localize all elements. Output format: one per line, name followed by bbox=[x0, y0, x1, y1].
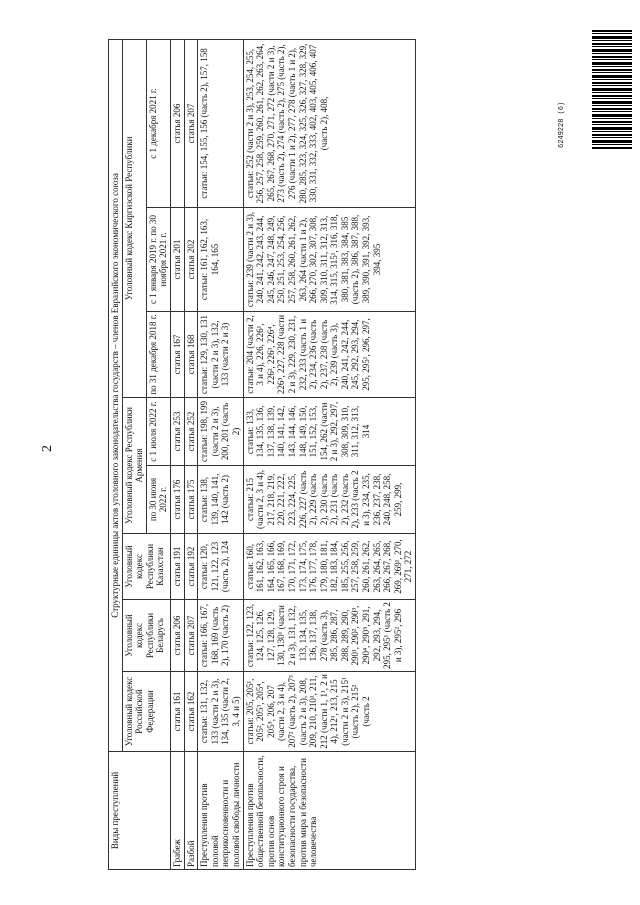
table-row bbox=[198, 39, 243, 869]
cell-by: статьи: 166, 167, 168, 169 (часть 2), 170 (часть 2) bbox=[198, 600, 243, 672]
cell-am-1: статьи: 138, 139, 140, 141, 142 (часть 2) bbox=[198, 466, 243, 534]
structural-units-header: Структурные единицы актов уголовного законодательства государств – членов Евразийского экономического союза bbox=[109, 39, 123, 751]
page-number: 2 bbox=[40, 445, 55, 452]
barcode bbox=[592, 30, 632, 150]
period-kg-2: с 1 января 2019 г. по 30 ноября 2021 г. bbox=[146, 208, 170, 312]
cell-kg-2: статьи: 161, 162, 163, 164, 165 bbox=[198, 208, 243, 312]
cell-am-2: статьи: 198, 199 (части 2 и 3), 200, 201 (часть 2) bbox=[198, 398, 243, 466]
cell-am-1: статья 175 bbox=[184, 466, 198, 534]
cell-kg-2: статьи: 239 (части 2 и 3), 240, 241, 242, 243, 244, 245, 246, 247, 248, 249, 250, 251, 253, 254, 256, 257, 258, 260, 261, 262, 263, 264 (части 1 и 2), 266, 270, 302, 307, 308, 309, 310, 311, 312, 313, 314, 315, 315¹, 316, 318, 380, 381, 383, 384, 385 (часть 2), 386, 387, 388, 389, 390, 391, 392, 393, 394, 395 bbox=[243, 208, 416, 312]
cell-kz: статья 191 bbox=[170, 534, 184, 600]
table-row bbox=[243, 39, 416, 869]
code-ru-header: Уголовный кодекс Российской Федерации bbox=[122, 672, 170, 752]
period-kg-3: с 1 декабря 2021 г. bbox=[146, 39, 170, 207]
crime-name: Разбой bbox=[184, 752, 198, 870]
rotated-table-container bbox=[108, 40, 618, 870]
crime-type-header: Виды преступлений bbox=[109, 752, 171, 870]
cell-kz: статьи: 120, 121, 122, 123 (часть 2), 124 bbox=[198, 534, 243, 600]
cell-ru: статья 161 bbox=[170, 672, 184, 752]
cell-kg-2: статья 202 bbox=[184, 208, 198, 312]
cell-kg-3: статьи: 252 (части 2 и 3), 253, 254, 255, 256, 257, 258, 259, 260, 261, 262, 263, 264, 265, 267, 268, 270, 271, 272 (части 2 и 3), 273 (часть 2), 274 (часть 2), 275 (часть 2), 276 (части 1 и 2), 277, 278 (часть 1 и 2), 280, 285, 323, 324, 325, 326, 327, 328, 329, 330, 331, 332, 333, 402, 403, 405, 406, 407 (часть 2), 408, bbox=[243, 39, 416, 207]
cell-am-2: статья 253 bbox=[170, 398, 184, 466]
cell-kg-3: статьи: 154, 155, 156 (часть 2), 157, 158 bbox=[198, 39, 243, 207]
cell-kg-2: статья 201 bbox=[170, 208, 184, 312]
cell-kg-1: статьи: 129, 130, 131 (части 2 и 3), 132, 133 (части 2 и 3) bbox=[198, 312, 243, 398]
cell-kz: статьи: 160, 161, 162, 163, 164, 165, 166, 167, 168, 169, 170, 171, 172, 173, 174, 175, 176, 177, 178, 179, 180, 181, 182, 183, 184, 185, 255, 256, 257, 258, 259, 260, 261, 262, 263, 264, 265, 266, 267, 268, 269, 269¹, 270, 271, 272 bbox=[243, 534, 416, 600]
cell-am-1: статья 176 bbox=[170, 466, 184, 534]
cell-kg-1: статья 167 bbox=[170, 312, 184, 398]
period-am-2: с 1 июля 2022 г. bbox=[146, 398, 170, 466]
code-kz-header: Уголовный кодекс Республики Казахстан bbox=[122, 534, 170, 600]
cell-kg-1: статья 168 bbox=[184, 312, 198, 398]
cell-kg-3: статья 207 bbox=[184, 39, 198, 207]
cell-am-2: статьи: 133, 134, 135, 136, 137, 138, 139, 140, 141, 142, 143, 144, 146, 148, 149, 150, 151, 152, 153, 154, 262 (части 2 и 3), 292, 297, 308, 309, 310, 311, 312, 313, 314 bbox=[243, 398, 416, 466]
cell-by: статьи: 122, 123, 124, 125, 126, 127, 128, 129, 130, 130¹ (части 2 и 3), 131, 132, 133, 134, 135, 136, 137, 138, 278 (часть 3), 285, 286, 287, 288, 289, 290, 290¹, 290², 290³, 290⁴, 290⁵, 291, 292, 293, 294, 295, 295¹ (часть 2 и 3), 295², 296 bbox=[243, 600, 416, 672]
cell-ru: статьи: 205, 205¹, 205², 205³, 205⁴, 205⁵, 206, 207 (части 2, 3 и 4), 207² (часть 2), 207³ (часть 2 и 3), 208, 209, 210, 210¹, 211, 212 (части 1, 1¹, 2 и 4), 212¹, 213, 215 (части 2 и 3), 215¹ (часть 2), 215² (часть 2 bbox=[243, 672, 416, 752]
code-am-header: Уголовный кодекс Республики Армения bbox=[122, 398, 146, 534]
crime-name: Преступления против общественной безопасности, против основ конституционного строя и безопасности государства, против мира и безопасности человечества bbox=[243, 752, 416, 870]
table-row bbox=[184, 39, 198, 869]
cell-am-2: статья 252 bbox=[184, 398, 198, 466]
period-kg-1: по 31 декабря 2018 г. bbox=[146, 312, 170, 398]
period-am-1: по 30 июня 2022 г. bbox=[146, 466, 170, 534]
cell-kz: статья 192 bbox=[184, 534, 198, 600]
cell-kg-1: статьи: 204 (части 2, 3 и 4), 226, 226¹, 226², 226³, 226⁴, 226⁵, 227, 228 (части 2 и 3), 229, 230, 231, 232, 233 (часть 1 и 2), 234, 236 (часть 2), 237, 238 (часть 2), 239 (часть 3), 240, 241, 242, 244, 245, 292, 293, 294, 295, 295¹, 296, 297, bbox=[243, 312, 416, 398]
code-kg-header: Уголовный кодекс Киргизской Республики bbox=[122, 39, 146, 397]
cell-ru: статьи: 131, 132, 133 (части 2 и 3), 134, 135 (части 2, 3, 4 и 5) bbox=[198, 672, 243, 752]
crime-name: Преступления против половой неприкосновенности и половой свободы личности bbox=[198, 752, 243, 870]
cell-by: статья 207 bbox=[184, 600, 198, 672]
cell-am-1: статьи: 215 (части 2, 3 и 4), 217, 218, 219, 220, 221, 222, 223, 224, 225, 226, 227 (часть 2), 229 (часть 2), 230 (часть 2), 231 (часть 2), 232 (часть 2), 233 (часть 2 и 3), 234, 235, 236, 237, 238, 240, 248, 258, 259, 299, bbox=[243, 466, 416, 534]
cell-kg-3: статья 206 bbox=[170, 39, 184, 207]
cell-by: статья 206 bbox=[170, 600, 184, 672]
barcode-number: 6249228 (6) bbox=[558, 101, 566, 148]
code-by-header: Уголовный кодекс Республики Беларусь bbox=[122, 600, 170, 672]
table-row bbox=[170, 39, 184, 869]
criminal-code-table bbox=[108, 39, 416, 870]
cell-ru: статья 162 bbox=[184, 672, 198, 752]
crime-name: Грабеж bbox=[170, 752, 184, 870]
